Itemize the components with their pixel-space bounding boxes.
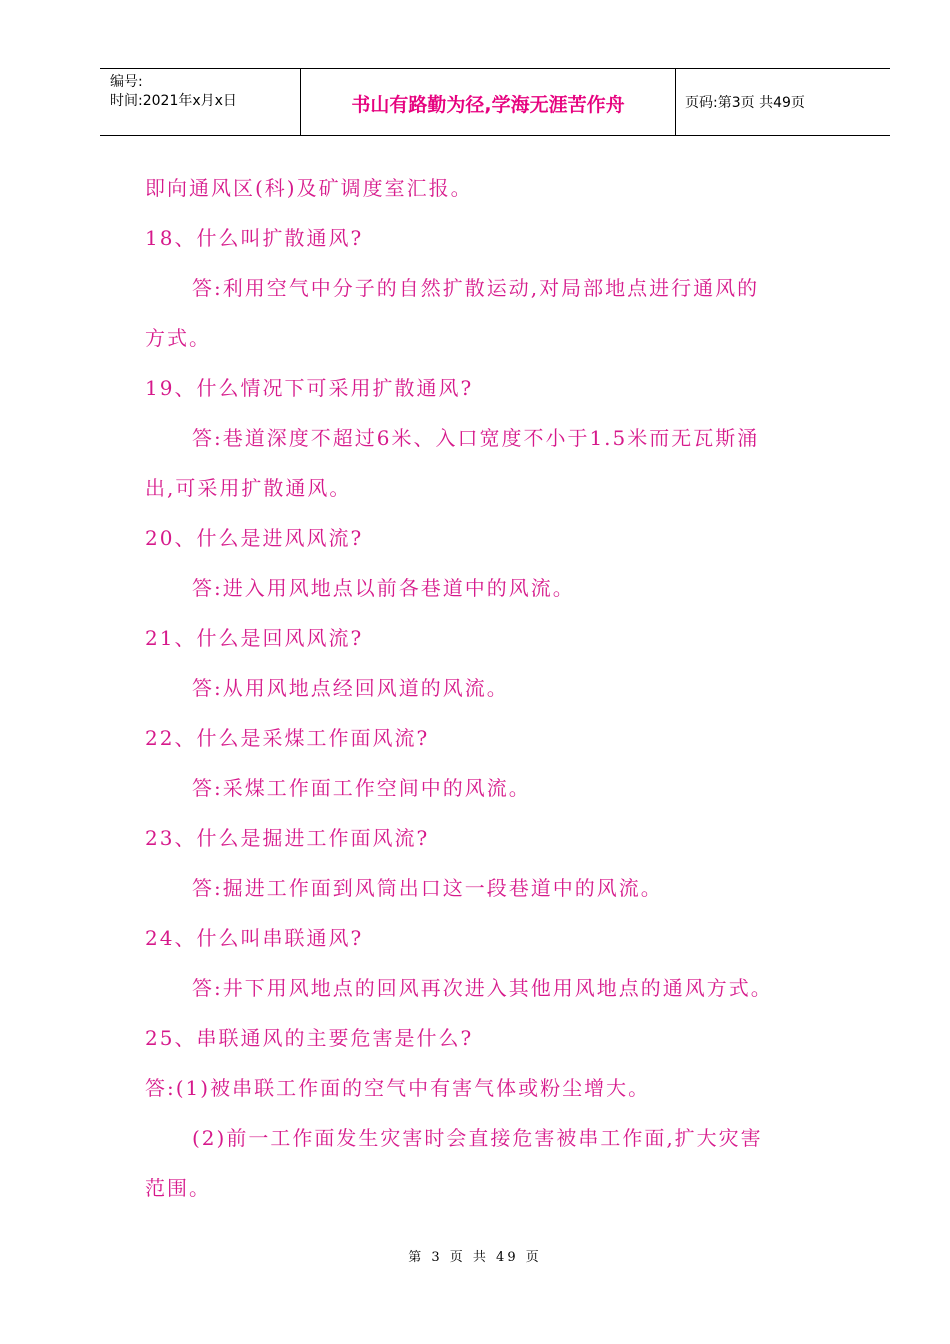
- answer-line: 答:采煤工作面工作空间中的风流。: [192, 776, 531, 800]
- document-header: [100, 68, 890, 136]
- answer-line: 答:井下用风地点的回风再次进入其他用风地点的通风方式。: [192, 976, 773, 1000]
- answer-line: 答:巷道深度不超过6米、入口宽度不小于1.5米而无瓦斯涌: [192, 426, 760, 450]
- question-line: 21、什么是回风风流?: [145, 626, 364, 650]
- serial-label: 编号:: [110, 74, 143, 90]
- answer-line: 答:掘进工作面到风筒出口这一段巷道中的风流。: [192, 876, 663, 900]
- answer-line: 答:(1)被串联工作面的空气中有害气体或粉尘增大。: [145, 1076, 651, 1100]
- text-line: 即向通风区(科)及矿调度室汇报。: [145, 176, 473, 200]
- text-line: 出,可采用扩散通风。: [145, 476, 352, 500]
- question-line: 22、什么是采煤工作面风流?: [145, 726, 430, 750]
- answer-line: 答:进入用风地点以前各巷道中的风流。: [192, 576, 575, 600]
- answer-line: 答:从用风地点经回风道的风流。: [192, 676, 509, 700]
- question-line: 24、什么叫串联通风?: [145, 926, 364, 950]
- document-body: [145, 163, 865, 1213]
- time-label: 时间:2021年x月x日: [110, 93, 237, 109]
- question-line: 19、什么情况下可采用扩散通风?: [145, 376, 474, 400]
- header-motto: 书山有路勤为径,学海无涯苦作舟: [301, 69, 676, 135]
- text-line: 方式。: [145, 326, 211, 350]
- answer-line: 答:利用空气中分子的自然扩散运动,对局部地点进行通风的: [192, 276, 760, 300]
- page-footer: 第 3 页 共 49 页: [408, 1250, 542, 1265]
- header-meta: [100, 69, 301, 135]
- question-line: 23、什么是掘进工作面风流?: [145, 826, 430, 850]
- question-line: 20、什么是进风风流?: [145, 526, 364, 550]
- header-page-code: 页码:第3页 共49页: [685, 95, 805, 111]
- text-line: 范围。: [145, 1176, 211, 1200]
- answer-line: (2)前一工作面发生灾害时会直接危害被串工作面,扩大灾害: [192, 1126, 763, 1150]
- question-line: 25、串联通风的主要危害是什么?: [145, 1026, 474, 1050]
- question-line: 18、什么叫扩散通风?: [145, 226, 364, 250]
